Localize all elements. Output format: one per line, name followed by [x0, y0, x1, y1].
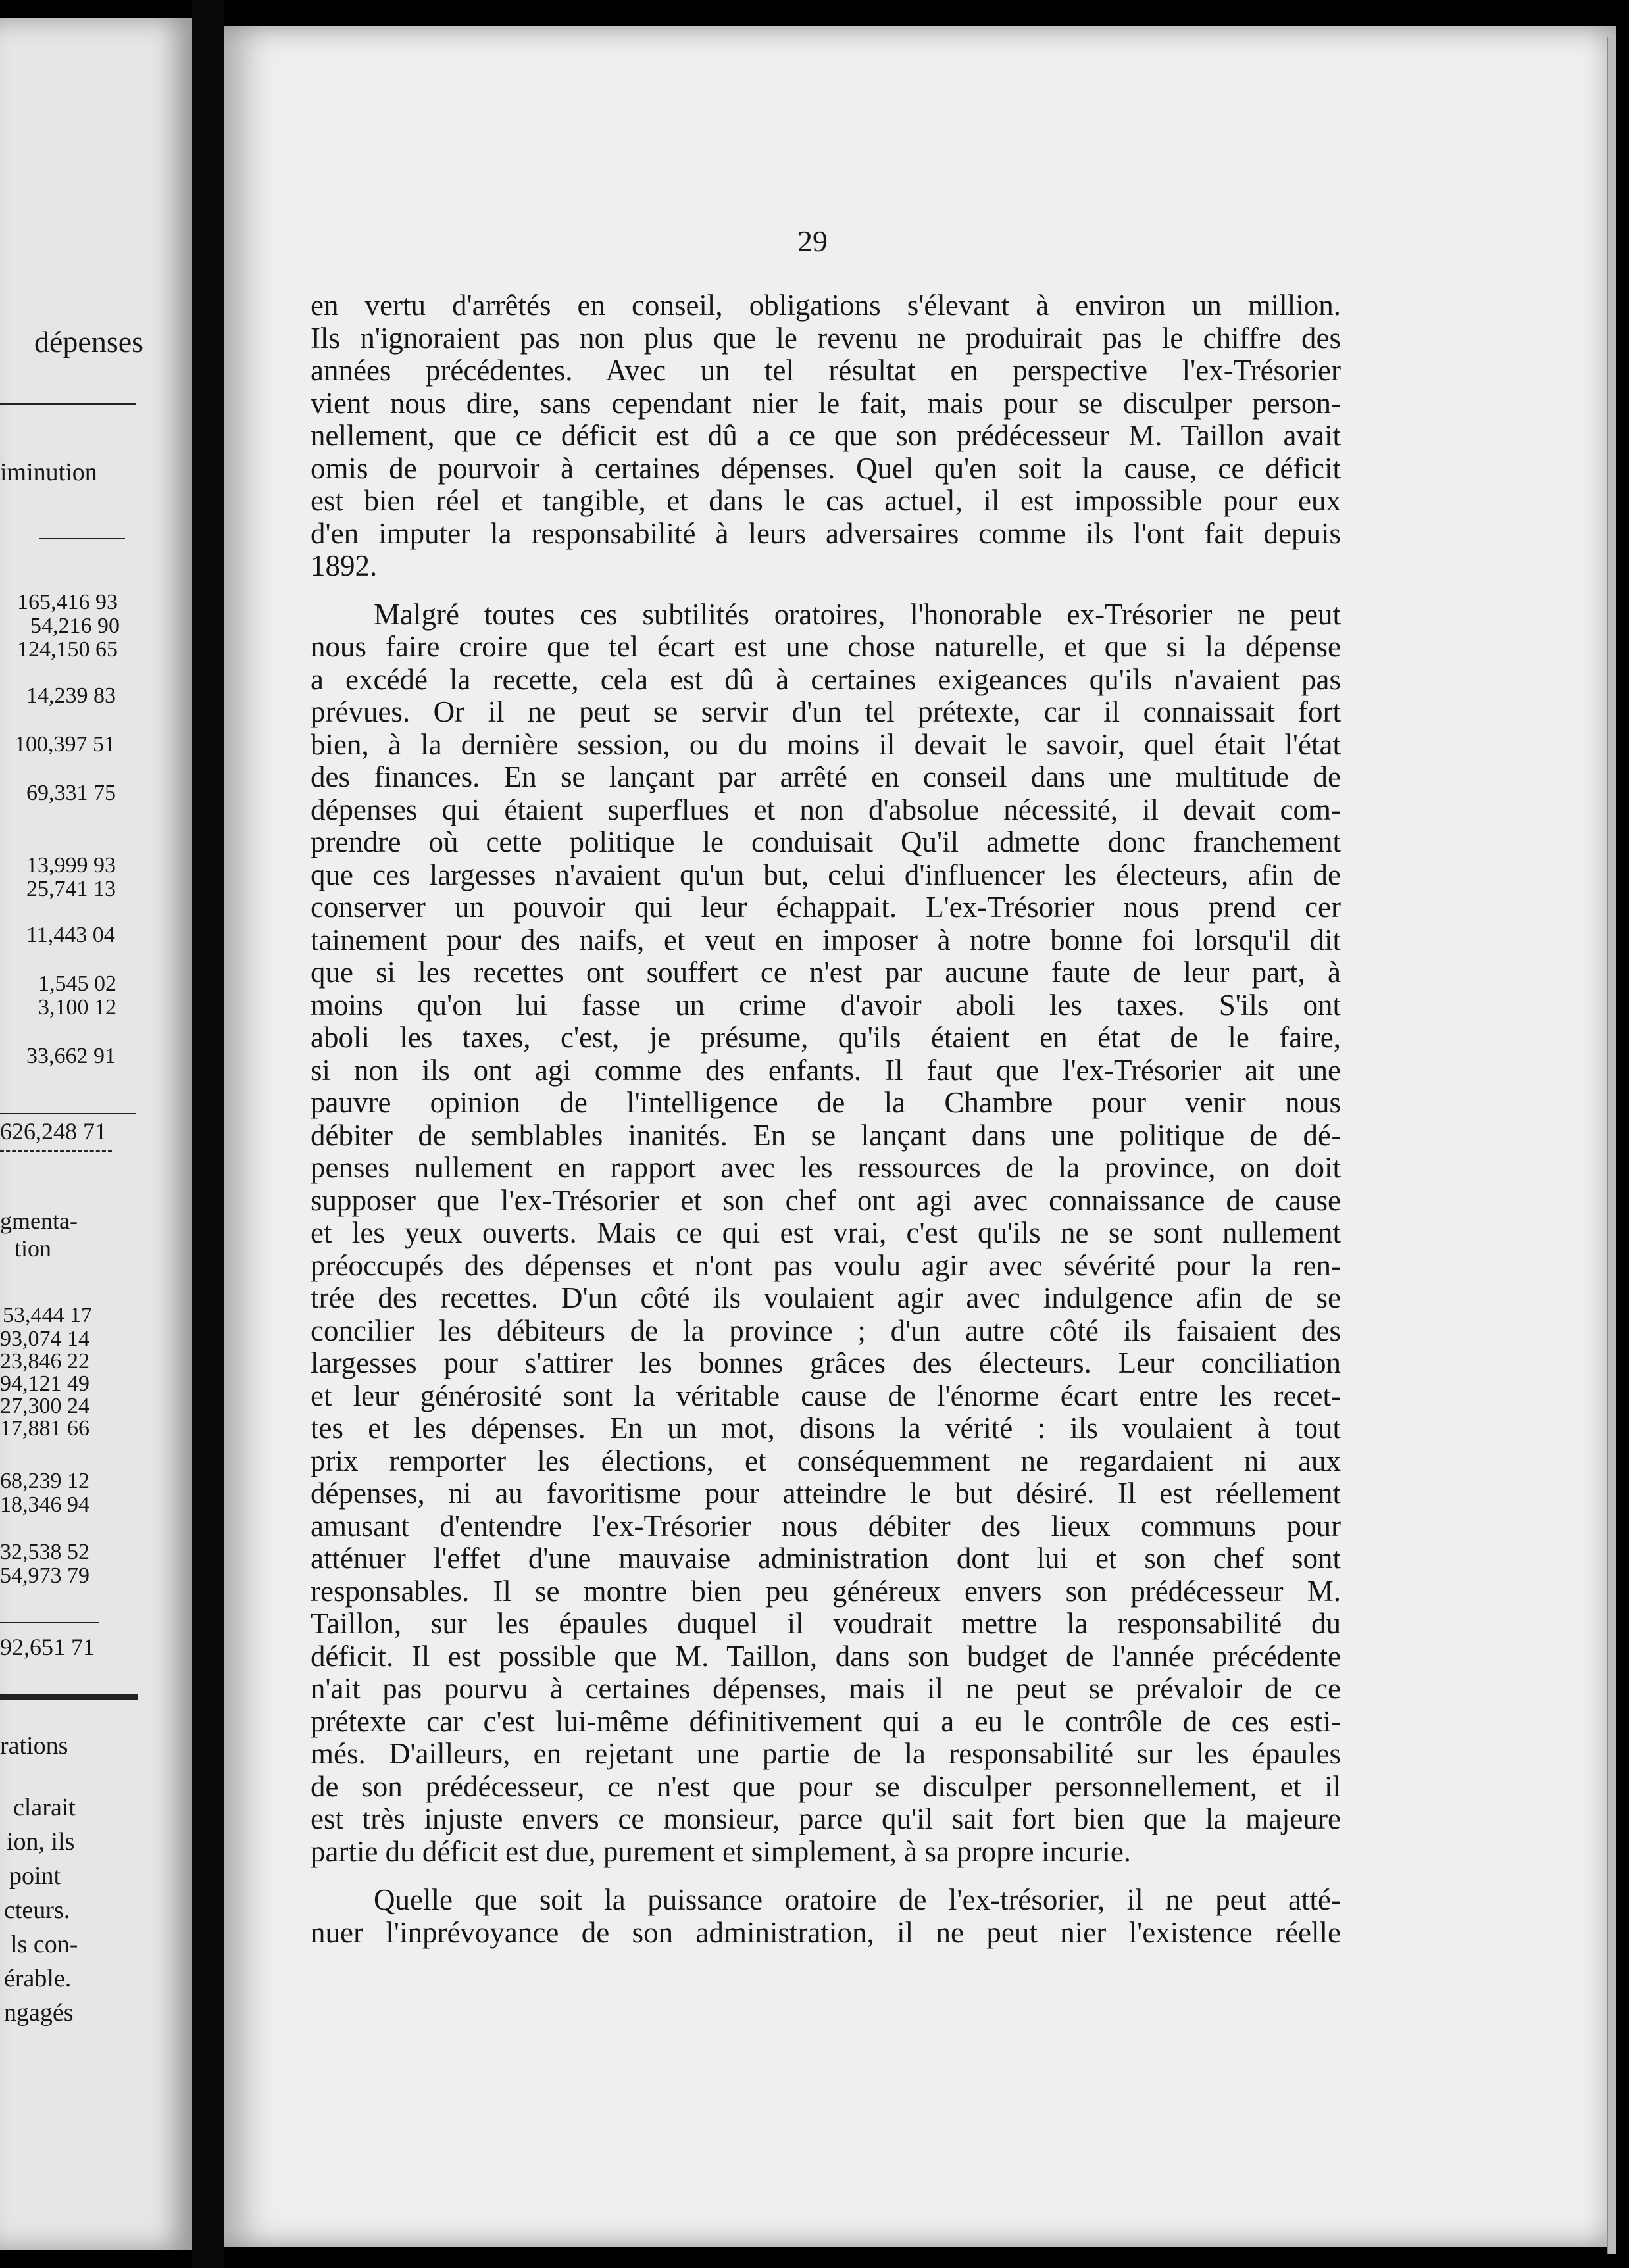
left-text-fragment: clarait — [13, 1794, 76, 1821]
text-line: trée des recettes. D'un côté ils voulaient agir avec indulgence afin de se — [311, 1282, 1341, 1314]
text-line: atténuer l'effet d'une mauvaise administration dont lui et son chef sont — [311, 1542, 1341, 1575]
text-line: si non ils ont agi comme des enfants. Il faut que l'ex-Trésorier ait une — [311, 1054, 1341, 1087]
left-number: 124,150 65 — [17, 637, 118, 662]
text-line: més. D'ailleurs, en rejetant une partie de la responsabilité sur les épaules — [311, 1738, 1341, 1770]
body-text — [311, 289, 1341, 1949]
text-line: a excédé la recette, cela est dû à certaines exigeances qu'ils n'avaient pas — [311, 663, 1341, 696]
left-number: 23,846 22 — [0, 1349, 89, 1373]
left-number: 100,397 51 — [14, 732, 115, 756]
text-line: en vertu d'arrêtés en conseil, obligations s'élevant à environ un million. — [311, 289, 1341, 322]
book-gutter — [192, 0, 224, 2268]
left-text-fragment: point — [9, 1862, 61, 1890]
left-number: 14,239 83 — [26, 683, 116, 708]
text-line: est très injuste envers ce monsieur, parce qu'il sait fort bien que la majeure — [311, 1803, 1341, 1835]
text-line: et leur générosité sont la véritable cause de l'énorme écart entre les recet- — [311, 1379, 1341, 1412]
left-number: 18,346 94 — [0, 1492, 89, 1517]
left-text-fragment: rations — [0, 1732, 68, 1760]
text-line: dépenses, ni au favoritisme pour atteindre le but désiré. Il est réellement — [311, 1477, 1341, 1510]
text-line: largesses pour s'attirer les bonnes grâces des électeurs. Leur conciliation — [311, 1347, 1341, 1379]
page-number: 29 — [797, 224, 828, 258]
left-number: 94,121 49 — [0, 1371, 89, 1396]
text-line: débiter de semblables inanités. En se lançant dans une politique de dé- — [311, 1119, 1341, 1152]
left-number: 27,300 24 — [0, 1394, 89, 1418]
text-line: partie du déficit est due, purement et simplement, à sa propre incurie. — [311, 1835, 1132, 1868]
text-line: nellement, que ce déficit est dû a ce que son prédécesseur M. Taillon avait — [311, 420, 1341, 452]
left-rule — [0, 1622, 99, 1623]
left-number: 165,416 93 — [17, 590, 118, 614]
text-line: d'en imputer la responsabilité à leurs adversaires comme ils l'ont fait depuis — [311, 517, 1341, 550]
augmentation-label: gmenta- — [0, 1208, 78, 1234]
text-line: tes et les dépenses. En un mot, disons la vérité : ils voulaient à tout — [311, 1412, 1341, 1444]
left-rule — [0, 1694, 138, 1700]
text-line: moins qu'on lui fasse un crime d'avoir aboli les taxes. S'ils ont — [311, 989, 1341, 1022]
text-line: Taillon, sur les épaules duquel il voudrait mettre la responsabilité du — [311, 1608, 1341, 1640]
text-line: omis de pourvoir à certaines dépenses. Quel qu'en soit la cause, ce déficit — [311, 452, 1341, 485]
text-line: pauvre opinion de l'intelligence de la Chambre pour venir nous — [311, 1087, 1341, 1119]
diminution-label: iminution — [0, 458, 97, 486]
text-line: prix remporter les élections, et conséquemment ne regardaient ni aux — [311, 1444, 1341, 1477]
left-text-fragment: ngagés — [4, 1999, 74, 2027]
left-rule — [0, 1150, 112, 1152]
left-number: 3,100 12 — [38, 995, 116, 1020]
text-line: concilier les débiteurs de la province ; d'un autre côté ils faisaient des — [311, 1314, 1341, 1347]
text-line: prévues. Or il ne peut se servir d'un tel prétexte, car il connaissait fort — [311, 696, 1341, 728]
left-text-fragment: cteurs. — [4, 1896, 70, 1924]
left-text-fragment: érable. — [4, 1965, 72, 1992]
text-line: de son prédécesseur, ce n'est que pour se disculper personnellement, et il — [311, 1770, 1341, 1803]
left-rule — [39, 538, 125, 539]
text-line: conserver un pouvoir qui leur échappait. L'ex-Trésorier nous prend cer — [311, 891, 1341, 924]
text-line: bien, à la dernière session, ou du moins il devait le savoir, quel était l'état — [311, 728, 1341, 761]
text-line: prétexte car c'est lui-même définitivement qui a eu le contrôle de ces esti- — [311, 1705, 1341, 1738]
left-number: 13,999 93 — [26, 853, 116, 877]
text-line: années précédentes. Avec un tel résultat en perspective l'ex-Trésorier — [311, 355, 1341, 387]
facing-page-fragment — [0, 18, 192, 2250]
text-line: des finances. En se lançant par arrêté en conseil dans une multitude de — [311, 761, 1341, 793]
left-number: 93,074 14 — [0, 1327, 89, 1351]
text-line: Malgré toutes ces subtilités oratoires, l'honorable ex-Trésorier ne peut — [374, 598, 1341, 631]
text-line: aboli les taxes, c'est, je présume, qu'ils étaient en état de le faire, — [311, 1022, 1341, 1054]
left-number: 53,444 17 — [3, 1303, 92, 1327]
text-line: et les yeux ouverts. Mais ce qui est vrai, c'est qu'ils ne se sont nullement — [311, 1217, 1341, 1249]
text-line: tainement pour des naifs, et veut en imposer à notre bonne foi lorsqu'il dit — [311, 924, 1341, 956]
text-line: supposer que l'ex-Trésorier et son chef ont agi avec connaissance de cause — [311, 1184, 1341, 1217]
text-line: responsables. Il se montre bien peu généreux envers son prédécesseur M. — [311, 1575, 1341, 1608]
left-number: 68,239 12 — [0, 1469, 89, 1493]
left-total: 92,651 71 — [0, 1634, 95, 1660]
left-text-fragment: ion, ils — [7, 1828, 75, 1856]
left-rule — [0, 1113, 136, 1114]
text-line: déficit. Il est possible que M. Taillon, dans son budget de l'année précédente — [311, 1640, 1341, 1673]
left-number: 1,545 02 — [38, 972, 116, 996]
text-line: que ces largesses n'avaient qu'un but, celui d'influencer les électeurs, afin de — [311, 858, 1341, 891]
left-number: 25,741 13 — [26, 877, 116, 901]
left-header: dépenses — [34, 325, 144, 358]
left-number: 33,662 91 — [26, 1044, 116, 1068]
text-line: n'ait pas pourvu à certaines dépenses, mais il ne peut se prévaloir de ce — [311, 1673, 1341, 1705]
left-number: 11,443 04 — [26, 923, 115, 947]
text-line: dépenses qui étaient superflues et non d'absolue nécessité, il devait com- — [311, 793, 1341, 826]
text-line: amusant d'entendre l'ex-Trésorier nous débiter des lieux communs pour — [311, 1510, 1341, 1542]
text-line: Ils n'ignoraient pas non plus que le revenu ne produirait pas le chiffre des — [311, 322, 1341, 355]
left-number: 54,973 79 — [0, 1564, 89, 1588]
text-line: nuer l'inprévoyance de son administration, il ne peut nier l'existence réelle — [311, 1916, 1341, 1949]
augmentation-label: tion — [14, 1235, 52, 1262]
text-line: Quelle que soit la puissance oratoire de l'ex-trésorier, il ne peut atté- — [374, 1884, 1341, 1916]
text-line: préoccupés des dépenses et n'ont pas voulu agir avec sévérité pour la ren- — [311, 1249, 1341, 1282]
left-rule — [0, 403, 136, 405]
left-text-fragment: ls con- — [11, 1931, 78, 1958]
text-line: que si les recettes ont souffert ce n'est par aucune faute de leur part, à — [311, 956, 1341, 989]
text-line: prendre où cette politique le conduisait Qu'il admette donc franchement — [311, 826, 1341, 858]
left-total: 626,248 71 — [0, 1118, 107, 1145]
text-line: est bien réel et tangible, et dans le cas actuel, il est impossible pour eux — [311, 485, 1341, 517]
left-number: 54,216 90 — [30, 614, 120, 638]
text-line: penses nullement en rapport avec les ressources de la province, on doit — [311, 1152, 1341, 1184]
left-number: 69,331 75 — [26, 781, 116, 805]
left-number: 32,538 52 — [0, 1540, 89, 1564]
text-line: nous faire croire que tel écart est une chose naturelle, et que si la dépense — [311, 631, 1341, 663]
text-line: vient nous dire, sans cependant nier le fait, mais pour se disculper person- — [311, 387, 1341, 420]
page-edge — [1607, 37, 1616, 2254]
left-number: 17,881 66 — [0, 1416, 89, 1441]
text-line: 1892. — [311, 550, 378, 582]
